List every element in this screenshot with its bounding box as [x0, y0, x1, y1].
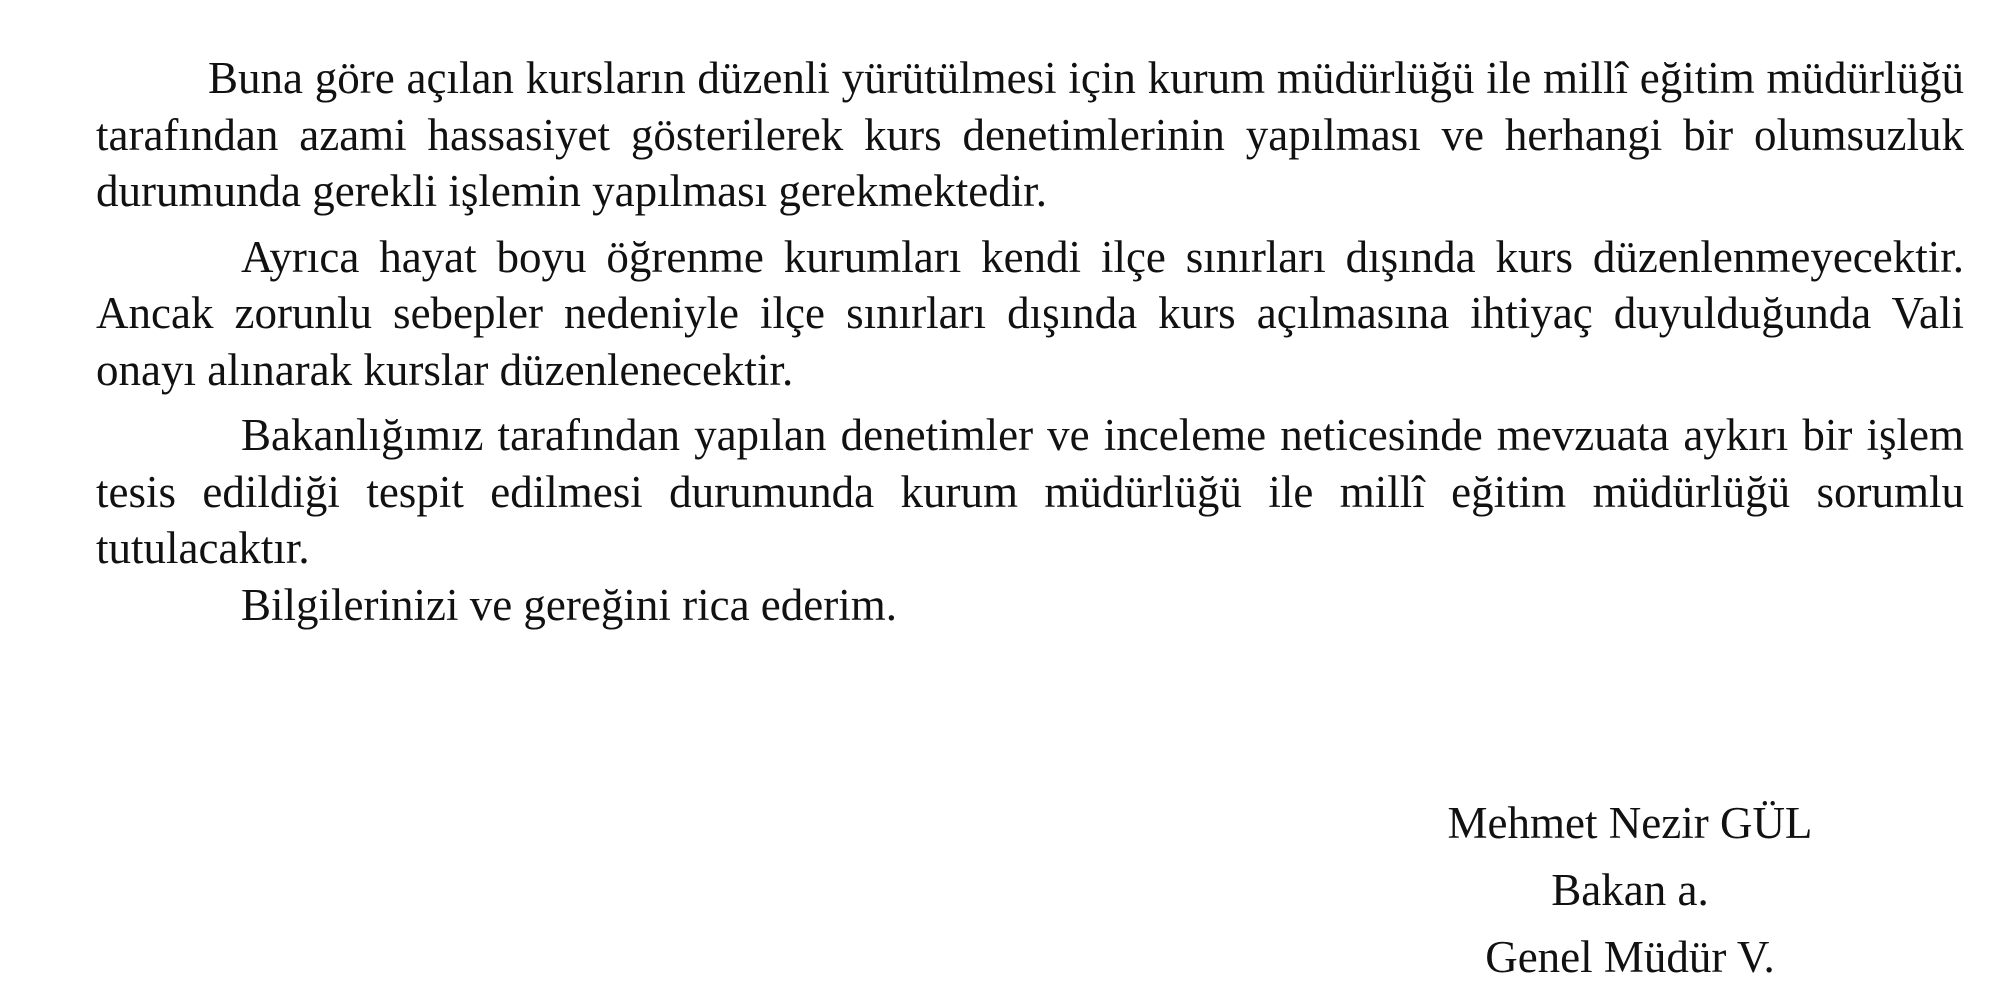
- paragraph-3: Bakanlığımız tarafından yapılan denetimler ve inceleme neticesinde mevzuata aykırı bir işlem tesis edildiği tespit edilmesi durumunda kurum müdürlüğü ile millî eğitim müdürlüğü sorumlu tutulacaktır.: [96, 410, 1964, 573]
- closing-line: Bilgilerinizi ve gereğini rica ederim.: [241, 579, 897, 630]
- signatory-authority: Bakan a.: [1551, 865, 1709, 915]
- signature-block: [1330, 790, 1930, 991]
- signatory-name: Mehmet Nezir GÜL: [1447, 798, 1813, 848]
- letter-body: [96, 50, 1964, 633]
- paragraph-2: Ayrıca hayat boyu öğrenme kurumları kendi ilçe sınırları dışında kurs düzenlenmeyecektir. Ancak zorunlu sebepler nedeniyle ilçe sınırları dışında kurs açılmasına ihtiyaç duyulduğunda Vali onayı alınarak kurslar düzenlenecektir.: [96, 231, 1964, 395]
- signatory-title: Genel Müdür V.: [1485, 932, 1775, 982]
- paragraph-1: Buna göre açılan kursların düzenli yürütülmesi için kurum müdürlüğü ile millî eğitim müdürlüğü tarafından azami hassasiyet gösterilerek kurs denetimlerinin yapılması ve herhangi bir olumsuzluk durumunda gerekli işlemin yapılması gerekmektedir.: [96, 53, 1964, 216]
